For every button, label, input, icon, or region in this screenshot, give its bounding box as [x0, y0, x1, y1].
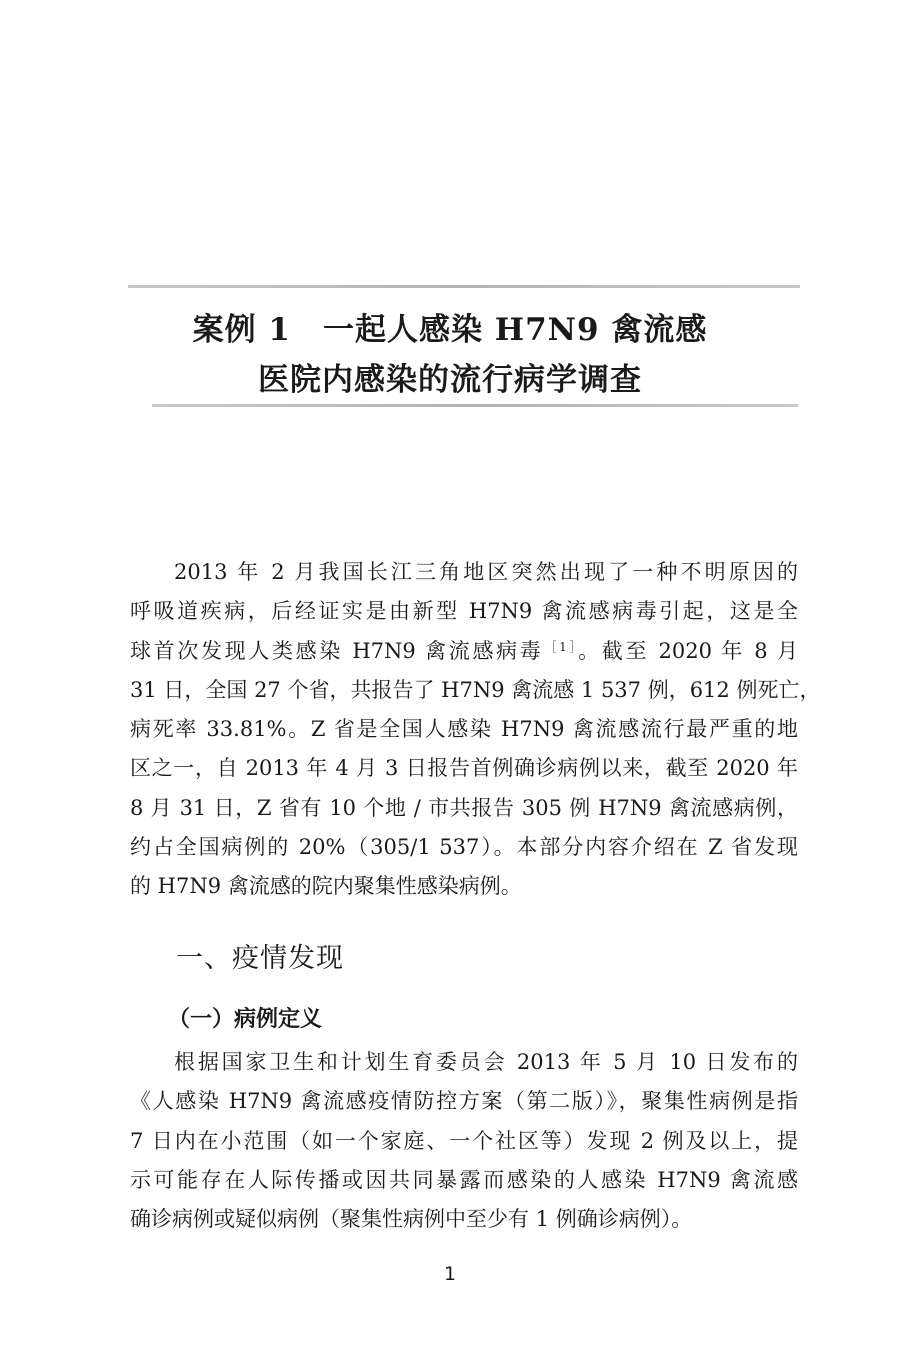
title-bottom-rule — [152, 404, 798, 407]
paragraph-line: 2013 年 2 月我国长江三角地区突然出现了一种不明原因的 — [174, 560, 798, 584]
paragraph-line: 约占全国病例的 20%（305/1 537）。本部分内容介绍在 Z 省发现 — [130, 835, 798, 860]
paragraph-line: 7 日内在小范围（如一个家庭、一个社区等）发现 2 例及以上，提 — [130, 1128, 798, 1153]
paragraph-line: 区之一，自 2013 年 4 月 3 日报告首例确诊病例以来，截至 2020 年 — [130, 756, 798, 781]
page-number: 1 — [443, 1263, 457, 1285]
subsection-heading: （一）病例定义 — [168, 1007, 323, 1032]
case-title-line-1: 案例 1 一起人感染 H7N9 禽流感 — [192, 312, 708, 348]
paragraph-line: 《人感染 H7N9 禽流感疫情防控方案（第二版）》，聚集性病例是指 — [130, 1089, 798, 1114]
intro-paragraph — [130, 553, 821, 907]
citation-reference[interactable]: ［1］ — [544, 639, 579, 654]
paragraph-line: 根据国家卫生和计划生育委员会 2013 年 5 月 10 日发布的 — [174, 1050, 798, 1074]
paragraph-line: 确诊病例或疑似病例（聚集性病例中至少有 1 例确诊病例）。 — [130, 1207, 693, 1232]
paragraph-line: 31 日，全国 27 个省，共报告了 H7N9 禽流感 1 537 例，612 例死亡， — [130, 677, 821, 702]
case-title-line-2: 医院内感染的流行病学调查 — [258, 362, 642, 398]
paragraph-line-text: 球首次发现人类感染 H7N9 禽流感病毒 — [130, 638, 544, 663]
definition-paragraph — [130, 1043, 798, 1239]
paragraph-line: 示可能存在人际传播或因共同暴露而感染的人感染 H7N9 禽流感 — [130, 1167, 798, 1192]
section-heading: 一、疫情发现 — [176, 943, 344, 974]
paragraph-line: 病死率 33.81%。Z 省是全国人感染 H7N9 禽流感流行最严重的地 — [130, 717, 798, 742]
title-top-rule — [128, 285, 800, 288]
paragraph-line-text: 。截至 2020 年 8 月 — [578, 638, 799, 663]
paragraph-line: 的 H7N9 禽流感的院内聚集性感染病例。 — [130, 874, 522, 899]
paragraph-line: 呼吸道疾病，后经证实是由新型 H7N9 禽流感病毒引起，这是全 — [130, 599, 798, 624]
paragraph-line: 8 月 31 日，Z 省有 10 个地 / 市共报告 305 例 H7N9 禽流感病例， — [130, 795, 798, 820]
paragraph-line — [130, 632, 798, 671]
